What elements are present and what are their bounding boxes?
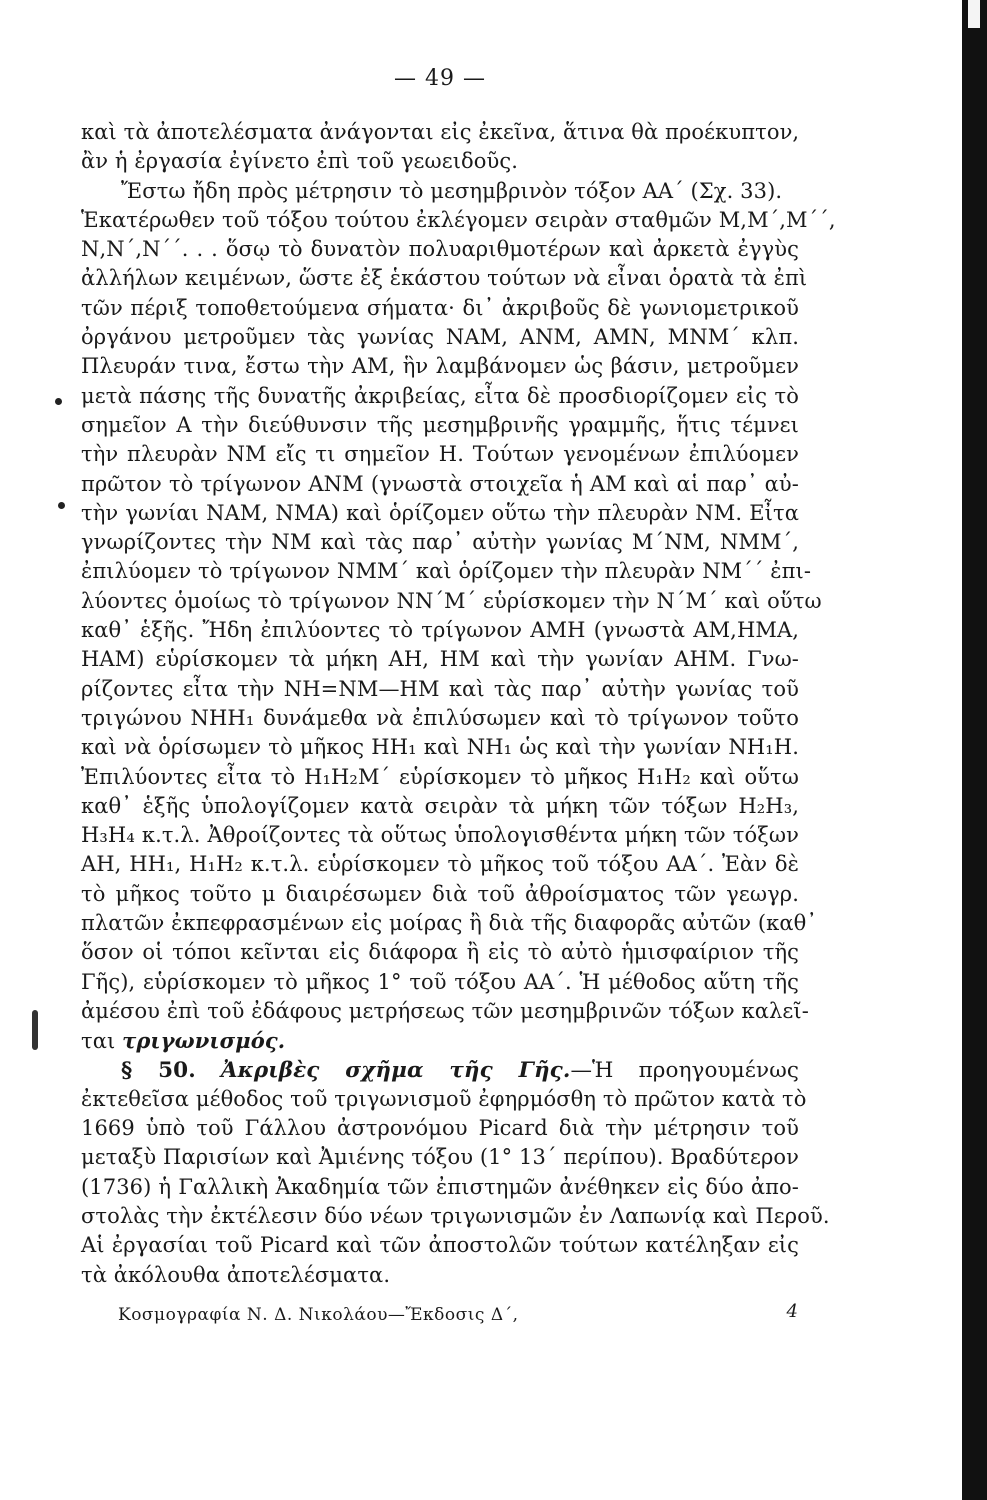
text-line-term [81, 1026, 799, 1055]
margin-dot [58, 502, 65, 509]
text-line: τὴν γωνίαι ΝΑΜ, ΝΜΑ) καὶ ὁρίζομεν οὕτω τὴν πλευρὰν ΝΜ. Εἶτα [81, 500, 799, 525]
section-heading-rest: —Ἡ προηγουμένως [570, 1057, 799, 1083]
margin-dot [55, 398, 62, 405]
text-line: τριγώνου ΝΗΗ₁ δυνάμεθα νὰ ἐπιλύσωμεν καὶ τὸ τρίγωνον τοῦτο [81, 705, 799, 730]
text-line: μεταξὺ Παρισίων καὶ Ἀμιένης τόξου (1° 13΄ περίπου). Βραδύτερον [81, 1145, 799, 1170]
text-line: 1669 ὑπὸ τοῦ Γάλλου ἀστρονόμου Picard διὰ τὴν μέτρησιν τοῦ [81, 1116, 799, 1141]
page-footer [118, 1301, 798, 1335]
text-line: καθ᾿ ἑξῆς. Ἤδη ἐπιλύοντες τὸ τρίγωνον ΑΜΗ (γνωστὰ ΑΜ,ΗΜΑ, [81, 618, 799, 643]
text-line: Ἑκατέρωθεν τοῦ τόξου τούτου ἐκλέγομεν σειρὰν σταθμῶν Μ,Μ΄,Μ΄΄, [81, 207, 836, 232]
text-line: σημεῖον Α τὴν διεύθυνσιν τῆς μεσημβρινῆς γραμμῆς, ἥτις τέμνει [81, 412, 799, 437]
text-line: Αἱ ἐργασίαι τοῦ Picard καὶ τῶν ἀποστολῶν τούτων κατέληξαν εἰς [81, 1233, 799, 1258]
text-line: Γῆς), εὑρίσκομεν τὸ μῆκος 1° τοῦ τόξου ΑΑ΄. Ἡ μέθοδος αὕτη τῆς [81, 969, 799, 994]
text-line: ΑΗ, ΗΗ₁, Η₁Η₂ κ.τ.λ. εὑρίσκομεν τὸ μῆκος τοῦ τόξου ΑΑ΄. Ἐὰν δὲ [81, 852, 799, 877]
text-line: ἀμέσου ἐπὶ τοῦ ἐδάφους μετρήσεως τῶν μεσημβρινῶν τόξων καλεῖ- [81, 998, 809, 1023]
paragraph-main [81, 118, 836, 1026]
term-prefix: ται [81, 1029, 116, 1054]
text-line: ρίζοντες εἶτα τὴν ΝΗ=ΝΜ—ΗΜ καὶ τὰς παρ᾿ αὐτὴν γωνίας τοῦ [81, 676, 799, 701]
text-line: τὰ ἀκόλουθα ἀποτελέσματα. [81, 1262, 391, 1287]
text-line: καὶ νὰ ὁρίσωμεν τὸ μῆκος ΗΗ₁ καὶ ΝΗ₁ ὡς καὶ τὴν γωνίαν ΝΗ₁Η. [81, 735, 799, 760]
page-number: — 49 — [394, 66, 486, 91]
text-line: Πλευράν τινα, ἔστω τὴν ΑΜ, ἣν λαμβάνομεν ὡς βάσιν, μετροῦμεν [81, 354, 799, 379]
section-title: Ἀκριβὲς σχῆμα τῆς Γῆς. [220, 1057, 571, 1083]
text-line: ΗΑΜ) εὑρίσκομεν τὰ μήκη ΑΗ, ΗΜ καὶ τὴν γωνίαν ΑΗΜ. Γνω- [81, 647, 799, 672]
text-line: τὸ μῆκος τοῦτο μ διαιρέσωμεν διὰ τοῦ ἀθροίσματος τῶν γεωγρ. [81, 881, 799, 906]
text-line: (1736) ἡ Γαλλικὴ Ἀκαδημία τῶν ἐπιστημῶν ἀνέθηκεν εἰς δύο ἀπο- [81, 1174, 799, 1199]
text-line: ἐπιλύομεν τὸ τρίγωνον ΝΜΜ΄ καὶ ὁρίζομεν τὴν πλευρὰν ΝΜ΄΄ ἐπι- [81, 559, 812, 584]
footer-text: Κοσμογραφία Ν. Δ. Νικολάου—Ἔκδοσις Δ΄, [118, 1305, 519, 1325]
text-line: τῶν πέριξ τοποθετούμενα σήματα· δι᾿ ἀκριβοῦς δὲ γωνιομετρικοῦ [81, 295, 799, 320]
text-line: Ἐπιλύοντες εἶτα τὸ Η₁Η₂Μ΄ εὑρίσκομεν τὸ μῆκος Η₁Η₂ καὶ οὕτω [81, 764, 799, 789]
text-line: μετὰ πάσης τῆς δυνατῆς ἀκριβείας, εἶτα δὲ προσδιορίζομεν εἰς τὸ [81, 383, 799, 408]
text-line: γνωρίζοντες τὴν ΝΜ καὶ τὰς παρ᾿ αὐτὴν γωνίας Μ΄ΝΜ, ΝΜΜ΄, [81, 530, 799, 555]
body-text [81, 118, 836, 1290]
text-line: στολὰς τὴν ἐκτέλεσιν δύο νέων τριγωνισμῶν ἐν Λαπωνίᾳ καὶ Περοῦ. [81, 1203, 830, 1228]
binding-mark [32, 1010, 38, 1050]
text-line: ἂν ἡ ἐργασία ἐγίνετο ἐπὶ τοῦ γεωειδοῦς. [81, 149, 519, 174]
text-line: Η₃Η₄ κ.τ.λ. Ἀθροίζοντες τὰ οὕτως ὑπολογισθέντα μήκη τῶν τόξων [81, 823, 799, 848]
text-line: καὶ τὰ ἀποτελέσματα ἀνάγονται εἰς ἐκεῖνα, ἅτινα θὰ προέκυπτον, [81, 120, 800, 144]
section-number: § 50. [121, 1057, 196, 1083]
text-line: ἀλλήλων κειμένων, ὥστε ἐξ ἑκάστου τούτων νὰ εἶναι ὁρατὰ τὰ ἐπὶ [81, 266, 808, 291]
section-heading-line [81, 1056, 799, 1085]
text-line: τὴν πλευρὰν ΝΜ εἴς τι σημεῖον Η. Τούτων γενομένων ἐπιλύομεν [81, 442, 799, 467]
text-line: ὅσον οἱ τόποι κεῖνται εἰς διάφορα ἢ εἰς τὸ αὐτὸ ἡμισφαίριον τῆς [81, 940, 799, 965]
text-line: Ν,Ν΄,Ν΄΄. . . ὅσῳ τὸ δυνατὸν πολυαριθμοτέρων καὶ ἀρκετὰ ἐγγὺς [81, 237, 799, 262]
scan-edge-notch [968, 0, 980, 28]
text-line: πρῶτον τὸ τρίγωνον ΑΝΜ (γνωστὰ στοιχεῖα ἡ ΑΜ καὶ αἱ παρ᾿ αὐ- [81, 471, 799, 496]
text-line: Ἔστω ἤδη πρὸς μέτρησιν τὸ μεσημβρινὸν τόξον ΑΑ΄ (Σχ. 33). [121, 178, 783, 203]
paragraph-section [81, 1085, 830, 1290]
text-line: ὀργάνου μετροῦμεν τὰς γωνίας ΝΑΜ, ΑΝΜ, ΑΜΝ, ΜΝΜ΄ κλπ. [81, 325, 799, 350]
text-line: καθ᾿ ἑξῆς ὑπολογίζομεν κατὰ σειρὰν τὰ μήκη τῶν τόξων Η₂Η₃, [81, 793, 799, 818]
term-emphasis: τριγωνισμός. [122, 1028, 286, 1054]
text-line: ἐκτεθεῖσα μέθοδος τοῦ τριγωνισμοῦ ἐφηρμόσθη τὸ πρῶτον κατὰ τὸ [81, 1086, 807, 1111]
footer-signature: 4 [786, 1301, 798, 1322]
scan-edge [962, 0, 987, 1500]
text-line: πλατῶν ἐκπεφρασμένων εἰς μοίρας ἢ διὰ τῆς διαφορᾶς αὐτῶν (καθ᾿ [81, 911, 817, 936]
text-line: λύοντες ὁμοίως τὸ τρίγωνον ΝΝ΄Μ΄ εὑρίσκομεν τὴν Ν΄Μ΄ καὶ οὕτω [81, 588, 822, 613]
